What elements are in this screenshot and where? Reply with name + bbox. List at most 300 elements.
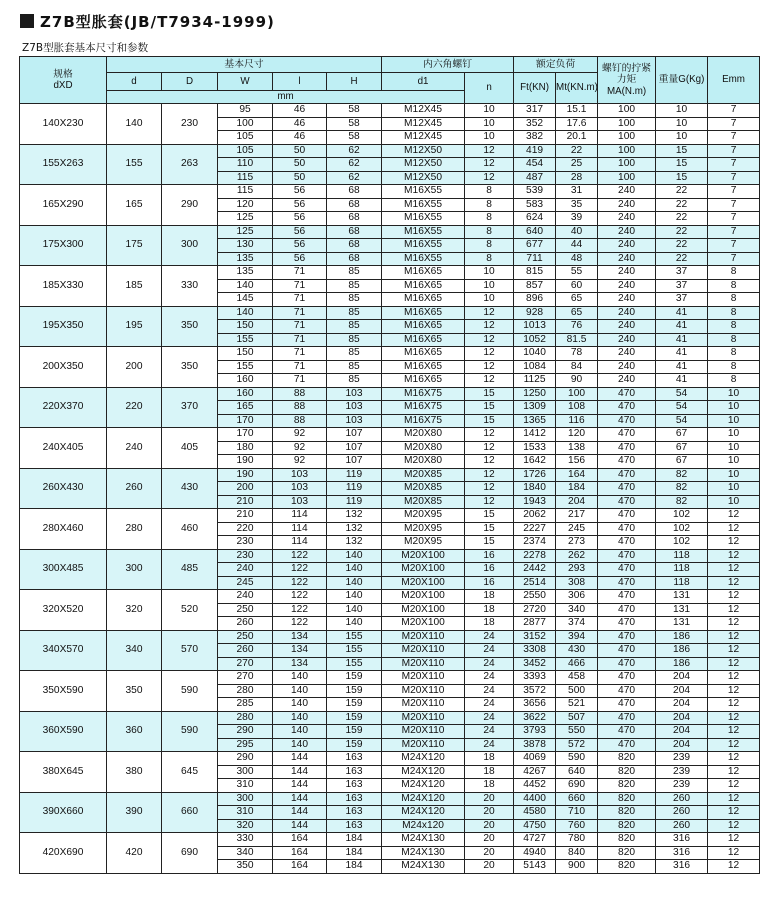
ft-cell: 1943 — [514, 495, 556, 509]
torque-cell: 820 — [598, 860, 656, 874]
ft-cell: 2442 — [514, 563, 556, 577]
mt-cell: 217 — [556, 509, 598, 523]
torque-cell: 470 — [598, 684, 656, 698]
H-cell: 107 — [327, 455, 382, 469]
d1-cell: M24X120 — [382, 752, 465, 766]
H-cell: 132 — [327, 536, 382, 550]
d1-cell: M16X55 — [382, 198, 465, 212]
ft-cell: 3622 — [514, 711, 556, 725]
d1-cell: M20X110 — [382, 738, 465, 752]
n-cell: 24 — [465, 644, 514, 658]
torque-cell: 820 — [598, 779, 656, 793]
weight-cell: 15 — [656, 158, 708, 172]
ft-cell: 624 — [514, 212, 556, 226]
l-cell: 144 — [273, 792, 327, 806]
H-cell: 155 — [327, 644, 382, 658]
e-cell: 12 — [708, 698, 760, 712]
l-cell: 103 — [273, 495, 327, 509]
e-cell: 10 — [708, 455, 760, 469]
d1-cell: M16X65 — [382, 266, 465, 280]
d-cell: 350 — [107, 671, 162, 712]
H-cell: 163 — [327, 806, 382, 820]
W-cell: 310 — [218, 806, 273, 820]
d-cell: 380 — [107, 752, 162, 793]
D-cell: 660 — [162, 792, 218, 833]
table-row — [20, 752, 760, 766]
n-cell: 12 — [465, 482, 514, 496]
H-cell: 163 — [327, 792, 382, 806]
n-cell: 24 — [465, 738, 514, 752]
W-cell: 120 — [218, 198, 273, 212]
weight-cell: 10 — [656, 117, 708, 131]
n-cell: 12 — [465, 360, 514, 374]
torque-cell: 240 — [598, 279, 656, 293]
e-cell: 12 — [708, 536, 760, 550]
e-cell: 12 — [708, 522, 760, 536]
torque-cell: 240 — [598, 333, 656, 347]
ft-cell: 3152 — [514, 630, 556, 644]
W-cell: 250 — [218, 603, 273, 617]
d1-cell: M12X50 — [382, 158, 465, 172]
l-cell: 56 — [273, 212, 327, 226]
e-cell: 8 — [708, 374, 760, 388]
torque-cell: 820 — [598, 806, 656, 820]
weight-cell: 204 — [656, 711, 708, 725]
d1-cell: M16X65 — [382, 279, 465, 293]
H-cell: 85 — [327, 266, 382, 280]
d-cell: 140 — [107, 104, 162, 145]
d1-cell: M24X130 — [382, 860, 465, 874]
W-cell: 150 — [218, 347, 273, 361]
weight-cell: 204 — [656, 671, 708, 685]
table-row — [20, 671, 760, 685]
H-cell: 159 — [327, 711, 382, 725]
H-cell: 119 — [327, 482, 382, 496]
ft-cell: 2374 — [514, 536, 556, 550]
D-cell: 405 — [162, 428, 218, 469]
l-cell: 114 — [273, 509, 327, 523]
ft-cell: 1309 — [514, 401, 556, 415]
W-cell: 285 — [218, 698, 273, 712]
mt-cell: 500 — [556, 684, 598, 698]
n-cell: 24 — [465, 630, 514, 644]
mt-cell: 308 — [556, 576, 598, 590]
mt-cell: 76 — [556, 320, 598, 334]
torque-cell: 470 — [598, 644, 656, 658]
table-row — [20, 630, 760, 644]
mt-cell: 572 — [556, 738, 598, 752]
spec-cell: 175X300 — [20, 225, 107, 266]
ft-cell: 3572 — [514, 684, 556, 698]
ft-cell: 2720 — [514, 603, 556, 617]
header-d1: d1 — [382, 73, 465, 91]
table-row — [20, 225, 760, 239]
weight-cell: 316 — [656, 846, 708, 860]
n-cell: 15 — [465, 387, 514, 401]
torque-cell: 470 — [598, 455, 656, 469]
e-cell: 10 — [708, 441, 760, 455]
d-cell: 220 — [107, 387, 162, 428]
header-D: D — [162, 73, 218, 91]
torque-cell: 470 — [598, 738, 656, 752]
torque-cell: 820 — [598, 833, 656, 847]
n-cell: 24 — [465, 711, 514, 725]
weight-cell: 67 — [656, 441, 708, 455]
weight-cell: 239 — [656, 752, 708, 766]
H-cell: 85 — [327, 320, 382, 334]
n-cell: 24 — [465, 725, 514, 739]
table-row — [20, 711, 760, 725]
mt-cell: 138 — [556, 441, 598, 455]
mt-cell: 760 — [556, 819, 598, 833]
n-cell: 12 — [465, 306, 514, 320]
table-row — [20, 549, 760, 563]
weight-cell: 204 — [656, 738, 708, 752]
header-d: d — [107, 73, 162, 91]
page-title-text: Z7B型胀套(JB/T7934-1999) — [40, 12, 275, 31]
n-cell: 20 — [465, 819, 514, 833]
d1-cell: M20X110 — [382, 671, 465, 685]
header-l: l — [273, 73, 327, 91]
ft-cell: 3793 — [514, 725, 556, 739]
l-cell: 134 — [273, 657, 327, 671]
l-cell: 71 — [273, 360, 327, 374]
e-cell: 7 — [708, 239, 760, 253]
l-cell: 71 — [273, 320, 327, 334]
weight-cell: 22 — [656, 185, 708, 199]
mt-cell: 84 — [556, 360, 598, 374]
torque-cell: 470 — [598, 698, 656, 712]
n-cell: 10 — [465, 266, 514, 280]
n-cell: 15 — [465, 401, 514, 415]
W-cell: 240 — [218, 590, 273, 604]
e-cell: 7 — [708, 185, 760, 199]
ft-cell: 1013 — [514, 320, 556, 334]
n-cell: 12 — [465, 428, 514, 442]
mt-cell: 44 — [556, 239, 598, 253]
torque-cell: 470 — [598, 495, 656, 509]
spec-cell: 320X520 — [20, 590, 107, 631]
W-cell: 330 — [218, 833, 273, 847]
mt-cell: 780 — [556, 833, 598, 847]
l-cell: 92 — [273, 428, 327, 442]
spec-cell: 165X290 — [20, 185, 107, 226]
spec-cell: 140X230 — [20, 104, 107, 145]
torque-cell: 100 — [598, 131, 656, 145]
table-row — [20, 833, 760, 847]
mt-cell: 39 — [556, 212, 598, 226]
weight-cell: 102 — [656, 509, 708, 523]
mt-cell: 20.1 — [556, 131, 598, 145]
W-cell: 190 — [218, 455, 273, 469]
e-cell: 10 — [708, 401, 760, 415]
H-cell: 85 — [327, 374, 382, 388]
ft-cell: 1412 — [514, 428, 556, 442]
torque-cell: 470 — [598, 657, 656, 671]
ft-cell: 419 — [514, 144, 556, 158]
mt-cell: 17.6 — [556, 117, 598, 131]
W-cell: 155 — [218, 333, 273, 347]
l-cell: 140 — [273, 684, 327, 698]
e-cell: 7 — [708, 144, 760, 158]
W-cell: 350 — [218, 860, 273, 874]
H-cell: 103 — [327, 414, 382, 428]
mt-cell: 840 — [556, 846, 598, 860]
H-cell: 68 — [327, 185, 382, 199]
e-cell: 12 — [708, 549, 760, 563]
l-cell: 71 — [273, 306, 327, 320]
torque-cell: 240 — [598, 212, 656, 226]
mt-cell: 245 — [556, 522, 598, 536]
e-cell: 12 — [708, 738, 760, 752]
n-cell: 12 — [465, 333, 514, 347]
ft-cell: 2278 — [514, 549, 556, 563]
W-cell: 160 — [218, 374, 273, 388]
e-cell: 7 — [708, 131, 760, 145]
ft-cell: 4940 — [514, 846, 556, 860]
torque-cell: 470 — [598, 401, 656, 415]
l-cell: 92 — [273, 455, 327, 469]
spec-cell: 185X330 — [20, 266, 107, 307]
ft-cell: 815 — [514, 266, 556, 280]
weight-cell: 118 — [656, 576, 708, 590]
torque-cell: 240 — [598, 252, 656, 266]
e-cell: 10 — [708, 387, 760, 401]
H-cell: 85 — [327, 347, 382, 361]
e-cell: 7 — [708, 117, 760, 131]
e-cell: 12 — [708, 590, 760, 604]
mt-cell: 15.1 — [556, 104, 598, 118]
weight-cell: 186 — [656, 630, 708, 644]
mt-cell: 306 — [556, 590, 598, 604]
d-cell: 360 — [107, 711, 162, 752]
n-cell: 12 — [465, 441, 514, 455]
W-cell: 145 — [218, 293, 273, 307]
torque-cell: 470 — [598, 428, 656, 442]
ft-cell: 3393 — [514, 671, 556, 685]
e-cell: 12 — [708, 684, 760, 698]
ft-cell: 3656 — [514, 698, 556, 712]
W-cell: 190 — [218, 468, 273, 482]
weight-cell: 260 — [656, 819, 708, 833]
header-bolt: 内六角螺钉 — [382, 57, 514, 73]
torque-cell: 470 — [598, 576, 656, 590]
n-cell: 20 — [465, 846, 514, 860]
D-cell: 230 — [162, 104, 218, 145]
table-row — [20, 590, 760, 604]
e-cell: 12 — [708, 819, 760, 833]
e-cell: 12 — [708, 752, 760, 766]
n-cell: 12 — [465, 320, 514, 334]
mt-cell: 40 — [556, 225, 598, 239]
torque-cell: 240 — [598, 266, 656, 280]
table-row — [20, 428, 760, 442]
l-cell: 122 — [273, 603, 327, 617]
weight-cell: 82 — [656, 482, 708, 496]
D-cell: 520 — [162, 590, 218, 631]
n-cell: 15 — [465, 509, 514, 523]
ft-cell: 1533 — [514, 441, 556, 455]
weight-cell: 54 — [656, 387, 708, 401]
e-cell: 12 — [708, 671, 760, 685]
weight-cell: 82 — [656, 468, 708, 482]
e-cell: 10 — [708, 428, 760, 442]
e-cell: 7 — [708, 171, 760, 185]
mt-cell: 374 — [556, 617, 598, 631]
ft-cell: 857 — [514, 279, 556, 293]
e-cell: 12 — [708, 806, 760, 820]
torque-cell: 100 — [598, 104, 656, 118]
spec-cell: 340X570 — [20, 630, 107, 671]
e-cell: 7 — [708, 212, 760, 226]
l-cell: 71 — [273, 279, 327, 293]
H-cell: 184 — [327, 860, 382, 874]
weight-cell: 131 — [656, 590, 708, 604]
n-cell: 10 — [465, 117, 514, 131]
ft-cell: 454 — [514, 158, 556, 172]
l-cell: 103 — [273, 468, 327, 482]
ft-cell: 4750 — [514, 819, 556, 833]
weight-cell: 239 — [656, 765, 708, 779]
W-cell: 260 — [218, 644, 273, 658]
ft-cell: 1726 — [514, 468, 556, 482]
e-cell: 12 — [708, 833, 760, 847]
d1-cell: M20X110 — [382, 644, 465, 658]
ft-cell: 5143 — [514, 860, 556, 874]
W-cell: 180 — [218, 441, 273, 455]
ft-cell: 3452 — [514, 657, 556, 671]
e-cell: 8 — [708, 279, 760, 293]
header-unit-mm: mm — [107, 91, 465, 104]
e-cell: 7 — [708, 225, 760, 239]
spec-cell: 280X460 — [20, 509, 107, 550]
torque-cell: 240 — [598, 239, 656, 253]
mt-cell: 430 — [556, 644, 598, 658]
n-cell: 12 — [465, 495, 514, 509]
l-cell: 71 — [273, 374, 327, 388]
ft-cell: 928 — [514, 306, 556, 320]
l-cell: 56 — [273, 198, 327, 212]
mt-cell: 262 — [556, 549, 598, 563]
l-cell: 144 — [273, 779, 327, 793]
ft-cell: 4580 — [514, 806, 556, 820]
torque-cell: 470 — [598, 387, 656, 401]
mt-cell: 28 — [556, 171, 598, 185]
mt-cell: 116 — [556, 414, 598, 428]
W-cell: 245 — [218, 576, 273, 590]
d1-cell: M20X100 — [382, 617, 465, 631]
l-cell: 122 — [273, 576, 327, 590]
e-cell: 12 — [708, 657, 760, 671]
W-cell: 270 — [218, 657, 273, 671]
e-cell: 8 — [708, 293, 760, 307]
H-cell: 68 — [327, 198, 382, 212]
mt-cell: 466 — [556, 657, 598, 671]
e-cell: 8 — [708, 360, 760, 374]
H-cell: 58 — [327, 104, 382, 118]
d1-cell: M20X85 — [382, 468, 465, 482]
ft-cell: 487 — [514, 171, 556, 185]
H-cell: 155 — [327, 657, 382, 671]
n-cell: 18 — [465, 590, 514, 604]
e-cell: 8 — [708, 306, 760, 320]
weight-cell: 239 — [656, 779, 708, 793]
mt-cell: 507 — [556, 711, 598, 725]
weight-cell: 22 — [656, 225, 708, 239]
weight-cell: 54 — [656, 414, 708, 428]
W-cell: 160 — [218, 387, 273, 401]
ft-cell: 1250 — [514, 387, 556, 401]
H-cell: 163 — [327, 779, 382, 793]
weight-cell: 10 — [656, 104, 708, 118]
d1-cell: M16X55 — [382, 185, 465, 199]
e-cell: 12 — [708, 846, 760, 860]
mt-cell: 35 — [556, 198, 598, 212]
d1-cell: M16X55 — [382, 212, 465, 226]
d1-cell: M20X100 — [382, 590, 465, 604]
n-cell: 12 — [465, 468, 514, 482]
l-cell: 46 — [273, 117, 327, 131]
mt-cell: 65 — [556, 293, 598, 307]
weight-cell: 41 — [656, 333, 708, 347]
mt-cell: 156 — [556, 455, 598, 469]
l-cell: 46 — [273, 104, 327, 118]
ft-cell: 2062 — [514, 509, 556, 523]
d1-cell: M20X85 — [382, 482, 465, 496]
D-cell: 570 — [162, 630, 218, 671]
W-cell: 125 — [218, 212, 273, 226]
weight-cell: 186 — [656, 657, 708, 671]
ft-cell: 1642 — [514, 455, 556, 469]
H-cell: 140 — [327, 576, 382, 590]
weight-cell: 22 — [656, 212, 708, 226]
W-cell: 320 — [218, 819, 273, 833]
e-cell: 10 — [708, 482, 760, 496]
table-row — [20, 468, 760, 482]
D-cell: 263 — [162, 144, 218, 185]
l-cell: 122 — [273, 590, 327, 604]
spec-table — [19, 56, 760, 874]
mt-cell: 590 — [556, 752, 598, 766]
D-cell: 690 — [162, 833, 218, 874]
ft-cell: 1840 — [514, 482, 556, 496]
torque-cell: 820 — [598, 765, 656, 779]
n-cell: 20 — [465, 833, 514, 847]
d1-cell: M20X100 — [382, 603, 465, 617]
e-cell: 10 — [708, 468, 760, 482]
l-cell: 71 — [273, 266, 327, 280]
weight-cell: 131 — [656, 617, 708, 631]
n-cell: 20 — [465, 792, 514, 806]
d1-cell: M20X100 — [382, 563, 465, 577]
D-cell: 590 — [162, 671, 218, 712]
d1-cell: M20X95 — [382, 536, 465, 550]
n-cell: 8 — [465, 198, 514, 212]
torque-cell: 470 — [598, 590, 656, 604]
d1-cell: M16X55 — [382, 239, 465, 253]
n-cell: 16 — [465, 576, 514, 590]
W-cell: 270 — [218, 671, 273, 685]
n-cell: 12 — [465, 455, 514, 469]
H-cell: 85 — [327, 306, 382, 320]
H-cell: 184 — [327, 833, 382, 847]
e-cell: 12 — [708, 644, 760, 658]
l-cell: 50 — [273, 171, 327, 185]
e-cell: 12 — [708, 576, 760, 590]
mt-cell: 81.5 — [556, 333, 598, 347]
n-cell: 24 — [465, 698, 514, 712]
n-cell: 12 — [465, 158, 514, 172]
